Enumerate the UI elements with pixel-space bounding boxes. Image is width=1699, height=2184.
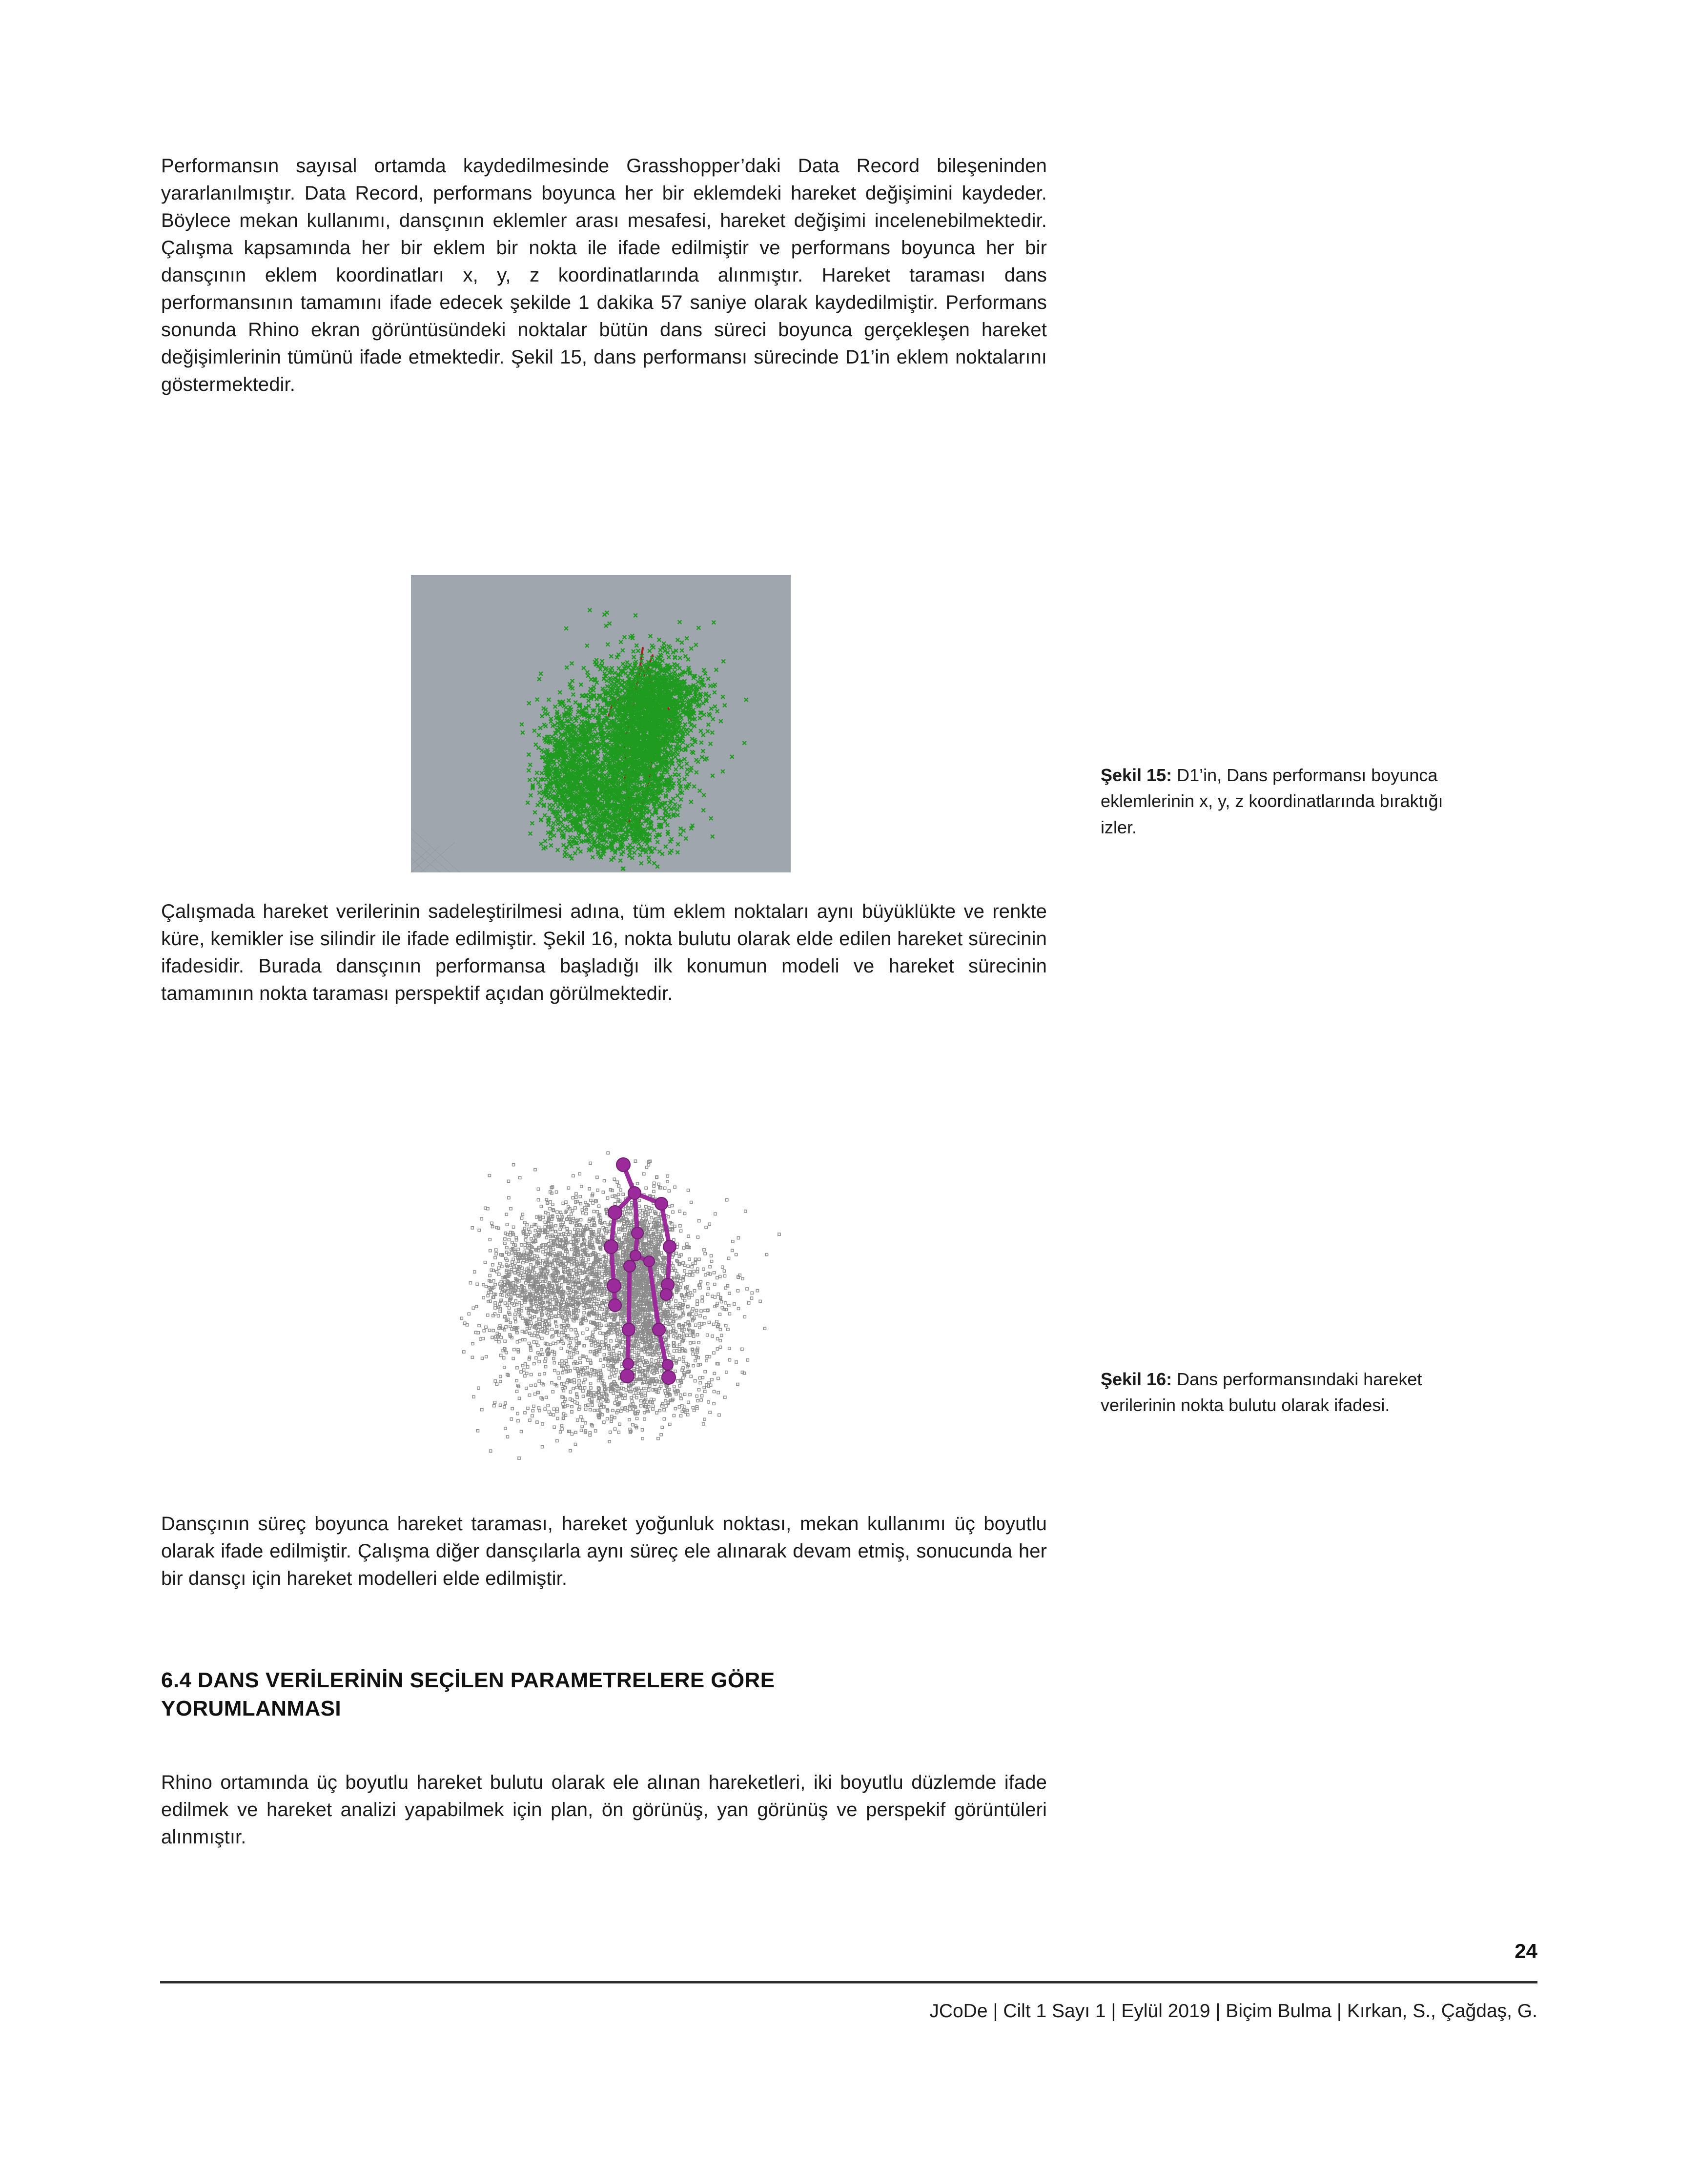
page-number: 24 <box>1515 1940 1537 1962</box>
section-heading-line-2: YORUMLANMASI <box>161 1697 342 1721</box>
caption-sekil-16 <box>1101 1366 1472 1418</box>
paragraph-4: Rhino ortamında üç boyutlu hareket bulutu olarak ele alınan hareketleri, iki boyutlu düzlemde ifade edilmek ve hareket analizi yapabilmek için plan, ön görünüş, yan görünüş ve perspekif görüntüleri alınmıştır. <box>161 1772 1047 1848</box>
section-heading-6-4 <box>161 1666 1047 1723</box>
paragraph-3: Dansçının süreç boyunca hareket taraması, hareket yoğunluk noktası, mekan kullanımı üç boyutlu olarak ifade edilmiştir. Çalışma diğer dansçılarla aynı süreç ele alınarak devam etmiş, sonucunda her bir dansçı için hareket modelleri elde edilmiştir. <box>161 1513 1047 1589</box>
paragraph-1: Performansın sayısal ortamda kaydedilmesinde Grasshopper’daki Data Record bileşeninden yararlanılmıştır. Data Record, performans boyunca her bir eklemdeki hareket değişimini kaydeder. Böylece mekan kullanımı, dansçının eklemler arası mesafesi, hareket değişimi incelenebilmektedir. Çalışma kapsamında her bir eklem bir nokta ile ifade edilmiştir ve performans boyunca her bir dansçının eklem koordinatları x, y, z koordinatlarında alınmıştır. Hareket taraması dans performansının tamamını ifade edecek şekilde 1 dakika 57 saniye olarak kaydedilmiştir. Performans sonunda Rhino ekran görüntüsündeki noktalar bütün dans süreci boyunca gerçekleşen hareket değişimlerinin tümünü ifade etmektedir. Şekil 15, dans performansı sürecinde D1’in eklem noktalarını göstermektedir. <box>161 155 1047 395</box>
caption-sekil-15 <box>1101 762 1472 840</box>
caption-sekil-16-text: Dans performansındaki hareket verilerinin nokta bulutu olarak ifadesi. <box>1101 1369 1422 1416</box>
sekil-16-image <box>386 1100 791 1491</box>
sekil-15-image <box>411 575 791 872</box>
footer-citation: JCoDe | Cilt 1 Sayı 1 | Eylül 2019 | Biçim Bulma | Kırkan, S., Çağdaş, G. <box>929 2001 1537 2022</box>
text-column-top <box>161 152 1047 398</box>
text-column-middle <box>161 898 1047 1007</box>
caption-sekil-16-label: Şekil 16: <box>1101 1369 1172 1389</box>
footer-divider <box>160 1981 1537 1983</box>
figure-sekil-15 <box>411 575 791 872</box>
text-column-bottom <box>161 1769 1047 1851</box>
text-column-after-fig16 <box>161 1510 1047 1592</box>
figure-sekil-16 <box>386 1100 791 1491</box>
caption-sekil-15-label: Şekil 15: <box>1101 765 1172 785</box>
paragraph-2: Çalışmada hareket verilerinin sadeleştirilmesi adına, tüm eklem noktaları aynı büyüklükte ve renkte küre, kemikler ise silindir ile ifade edilmiştir. Şekil 16, nokta bulutu olarak elde edilen hareket sürecinin ifadesidir. Burada dansçının performansa başladığı ilk konumun modeli ve hareket sürecinin tamamının nokta taraması perspektif açıdan görülmektedir. <box>161 901 1047 1004</box>
section-heading-line-1: 6.4 DANS VERİLERİNİN SEÇİLEN PARAMETRELERE GÖRE <box>161 1668 775 1692</box>
caption-sekil-15-text: D1’in, Dans performansı boyunca eklemlerinin x, y, z koordinatlarında bıraktığı izler. <box>1101 765 1443 837</box>
